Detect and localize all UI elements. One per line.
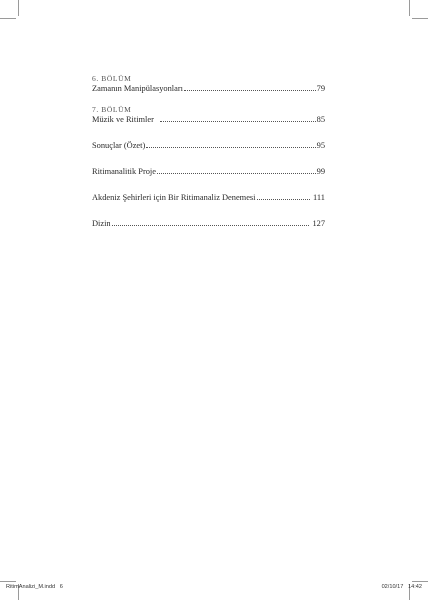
toc-entry-title: Sonuçlar (Özet) — [92, 141, 146, 150]
crop-mark-top-right-h — [412, 18, 428, 19]
toc-entry-title: Akdeniz Şehirleri için Bir Ritimanaliz Denemesi — [92, 193, 256, 202]
toc-page-number: 85 — [316, 115, 325, 124]
crop-mark-top-right — [409, 0, 410, 16]
toc-entry-chapter-7 — [92, 105, 325, 125]
toc-entry-chapter-6 — [92, 74, 325, 94]
toc-entry-title: Zamanın Manipülasyonları — [92, 84, 183, 93]
toc-page-number: 111 — [313, 193, 325, 202]
dot-leader — [184, 84, 316, 91]
toc-row[interactable] — [92, 114, 325, 125]
crop-mark-top-left — [18, 0, 19, 16]
toc-entry-title: Dizin — [92, 219, 111, 228]
file-name: RitimAnalizi_M.indd 6 — [6, 584, 63, 590]
toc-page-number: 79 — [316, 84, 325, 93]
toc-entry-title: Ritimanalitik Proje — [92, 167, 156, 176]
dot-leader — [112, 219, 310, 226]
dot-leader — [257, 193, 311, 200]
dot-leader — [157, 167, 316, 174]
toc-page-number: 99 — [316, 167, 325, 176]
toc-entry-title: Müzik ve Ritimler — [92, 115, 154, 124]
crop-mark-bottom-right-h — [412, 581, 428, 582]
toc-entry-project[interactable] — [92, 166, 325, 177]
chapter-6-label: 6. BÖLÜM — [92, 74, 132, 83]
dot-leader — [160, 115, 316, 122]
crop-mark-bottom-left-h — [0, 581, 16, 582]
crop-mark-top-left-h — [0, 18, 16, 19]
toc-entry-index[interactable] — [92, 218, 325, 229]
table-of-contents — [92, 74, 325, 229]
chapter-7-label: 7. BÖLÜM — [92, 105, 132, 114]
toc-page-number: 127 — [312, 219, 325, 228]
toc-entry-essay[interactable] — [92, 192, 325, 203]
toc-row[interactable] — [92, 83, 325, 94]
print-timestamp: 02/10/17 14:42 — [381, 584, 422, 590]
dot-leader — [146, 141, 315, 148]
toc-entry-summary[interactable] — [92, 140, 325, 151]
toc-page-number: 95 — [316, 141, 325, 150]
